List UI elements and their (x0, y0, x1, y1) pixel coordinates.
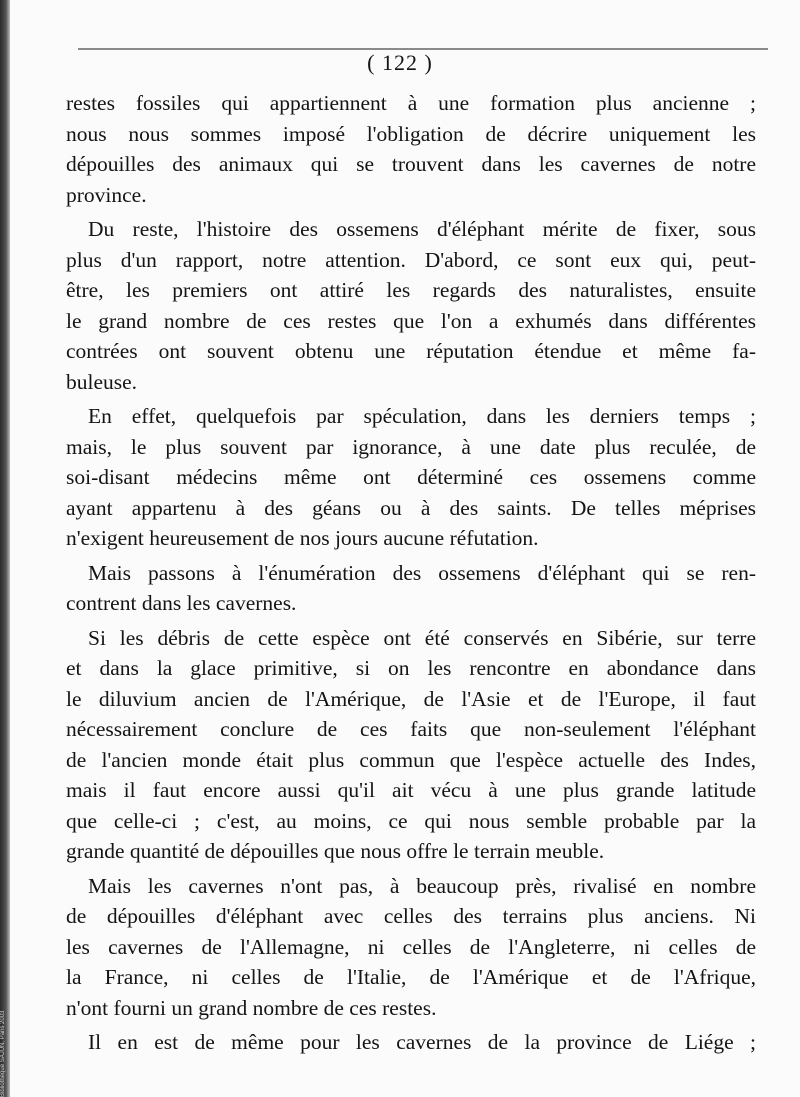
text-line: être, les premiers ont attiré les regards des naturalistes, ensuite (66, 278, 756, 302)
text-line: les cavernes de l'Allemagne, ni celles de l'Angleterre, ni celles de (66, 934, 756, 959)
text-line: le diluvium ancien de l'Amérique, de l'Asie et de l'Europe, il faut (66, 686, 756, 711)
text-line: Mais les cavernes n'ont pas, à beaucoup près, rivalisé en nombre (88, 873, 756, 898)
text-line: Mais passons à l'énumération des ossemens d'éléphant qui se ren- (88, 560, 756, 585)
text-line: n'ont fourni un grand nombre de ces restes. (66, 995, 437, 1020)
text-line: dépouilles des animaux qui se trouvent dans les cavernes de notre (66, 152, 756, 176)
paragraph (66, 871, 756, 1024)
paragraph (66, 214, 756, 397)
text-line: soi-disant médecins même ont déterminé ces ossemens comme (66, 465, 756, 489)
paragraph (66, 558, 756, 619)
paragraph (66, 623, 756, 867)
text-line: et dans la glace primitive, si on les rencontre en abondance dans (66, 656, 756, 680)
text-line: ayant appartenu à des géans ou à des saints. De telles méprises (66, 495, 756, 520)
scan-left-edge (0, 0, 10, 1097)
text-line: contrées ont souvent obtenu une réputation étendue et même fa- (66, 339, 756, 363)
body-text (66, 88, 756, 1058)
text-line: Il en est de même pour les cavernes de la province de Liége ; (88, 1030, 756, 1054)
text-line: buleuse. (66, 369, 138, 394)
paragraph (66, 1027, 756, 1058)
text-line: de dépouilles d'éléphant avec celles des terrains plus anciens. Ni (66, 904, 756, 928)
text-line: Si les débris de cette espèce ont été conservés en Sibérie, sur terre (88, 625, 756, 650)
text-line: le grand nombre de ces restes que l'on a exhumés dans différentes (66, 308, 756, 333)
text-line: nous nous sommes imposé l'obligation de décrire uniquement les (66, 121, 756, 146)
text-line: la France, ni celles de l'Italie, de l'Amérique et de l'Afrique, (66, 965, 756, 989)
page-number: ( 122 ) (367, 50, 433, 75)
text-line: contrent dans les cavernes. (66, 591, 297, 615)
text-line: nécessairement conclure de ces faits que non-seulement l'éléphant (66, 717, 756, 741)
text-line: plus d'un rapport, notre attention. D'abord, ce sont eux qui, peut- (66, 247, 756, 272)
paragraph (66, 401, 756, 554)
text-line: restes fossiles qui appartiennent à une formation plus ancienne ; (66, 91, 756, 115)
text-line: que celle-ci ; c'est, au moins, ce qui nous semble probable par la (66, 808, 756, 833)
text-line: province. (66, 182, 147, 207)
text-line: grande quantité de dépouilles que nous offre le terrain meuble. (66, 839, 605, 863)
text-line: Du reste, l'histoire des ossemens d'éléphant mérite de fixer, sous (88, 217, 756, 241)
paragraph (66, 88, 756, 210)
text-line: mais il faut encore aussi qu'il ait vécu à une plus grande latitude (66, 778, 756, 802)
text-line: n'exigent heureusement de nos jours aucune réfutation. (66, 526, 539, 550)
library-stamp: Bibliothèque SAJUN, Paris 2003 (0, 1010, 6, 1097)
text-line: mais, le plus souvent par ignorance, à une date plus reculée, de (66, 434, 756, 459)
text-line: En effet, quelquefois par spéculation, dans les derniers temps ; (88, 404, 756, 428)
text-line: de l'ancien monde était plus commun que l'espèce actuelle des Indes, (66, 747, 756, 772)
